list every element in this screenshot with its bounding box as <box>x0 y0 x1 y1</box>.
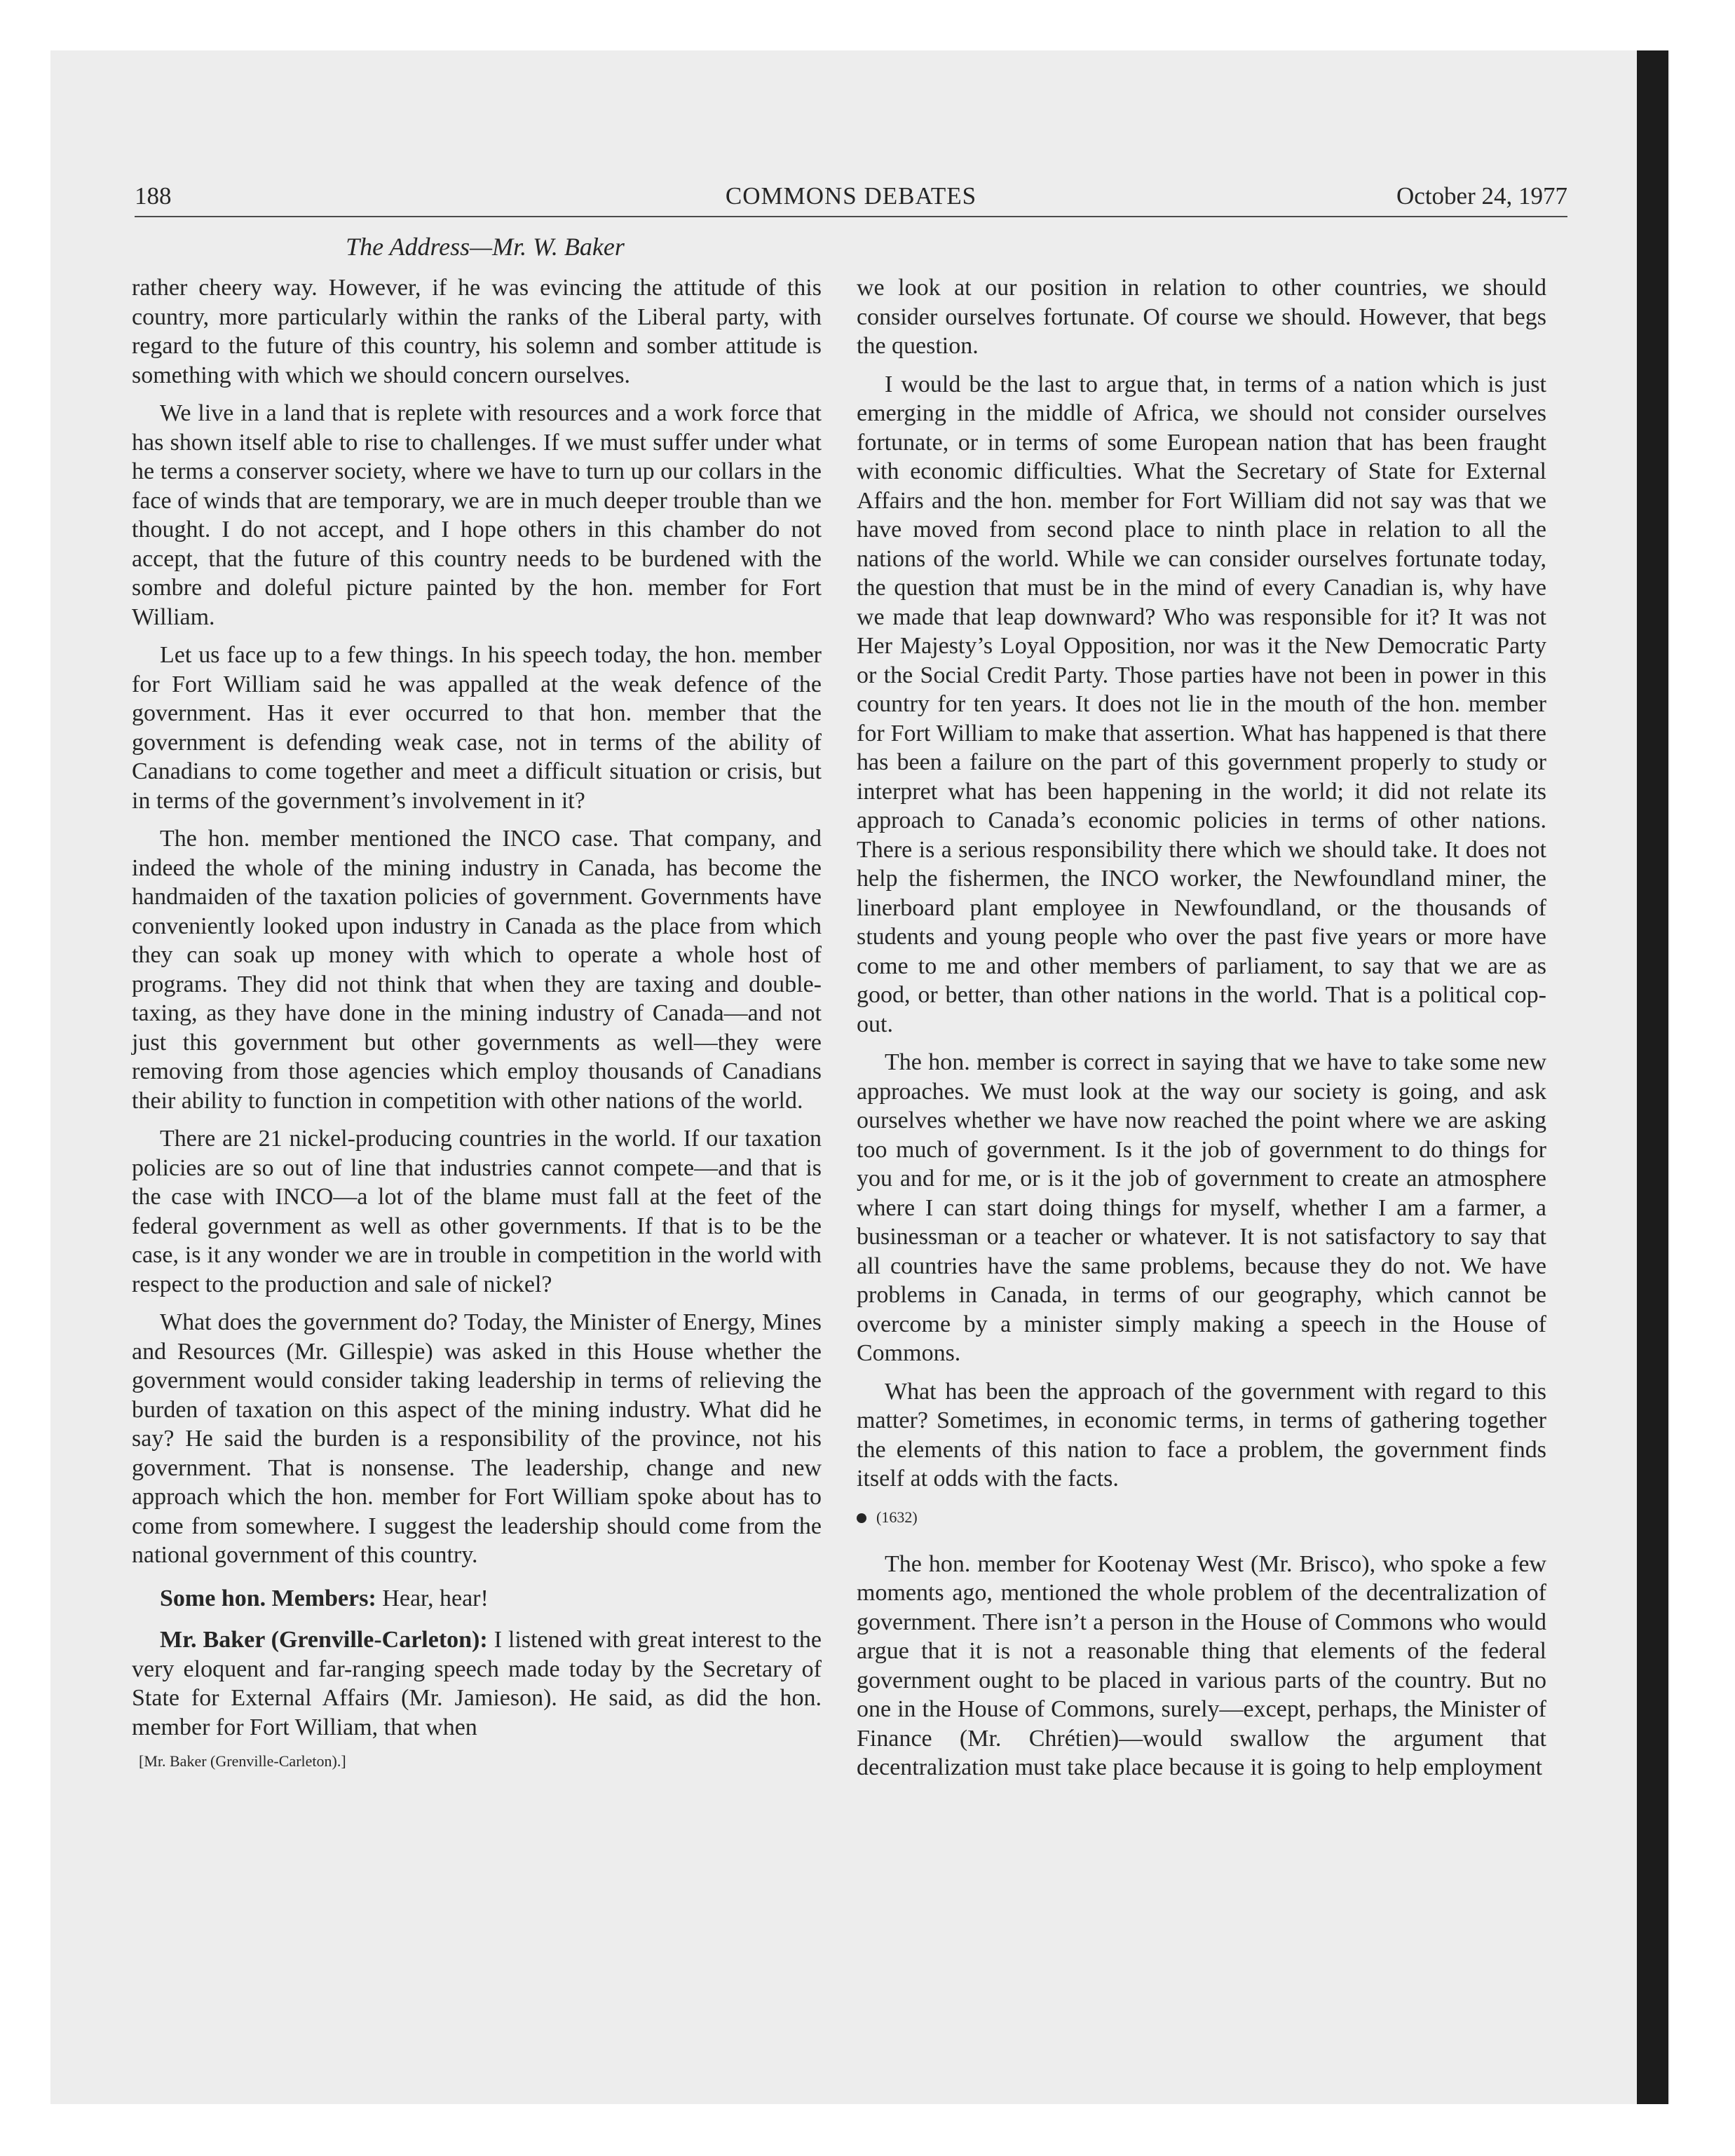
left-column <box>132 273 822 1781</box>
issue-date: October 24, 1977 <box>1396 182 1567 210</box>
interjection <box>132 1584 822 1613</box>
paragraph: I would be the last to argue that, in terms of a nation which is just emerging in the middle of Africa, we should not consider ourselves fortunate, or in terms of some European nation that has been fraught with economic difficulties. What the Secretary of State for External Affairs and the hon. member for Fort William did not say was that we have moved from second place to ninth place in relation to all the nations of the world. While we can consider ourselves fortunate today, the question that must be in the mind of every Canadian is, why have we made that leap downward? Who was responsible for it? It was not Her Majesty’s Loyal Opposition, nor was it the New Democratic Party or the Social Credit Party. Those parties have not been in power in this country for ten years. It does not lie in the mouth of the hon. member for Fort William to make that assertion. What has happened is that there has been a failure on the part of this government properly to study or interpret what has been happening in the world; it did not relate its approach to Canada’s economic policies in terms of other nations. There is a serious responsibility there which we should take. It does not help the fishermen, the INCO worker, the Newfoundland miner, the linerboard plant employee in Newfoundland, or the thousands of students and young people who over the past five years or more have come to me and other members of parliament, to say that we are as good, or better, than other nations in the world. That is a political cop-out. <box>857 371 1546 1037</box>
page-number: 188 <box>135 182 172 210</box>
right-column <box>857 273 1546 1792</box>
publication-title: COMMONS DEBATES <box>725 182 977 210</box>
bullet-icon <box>857 1513 866 1523</box>
speech-text: I listened with great interest to the very eloquent and far-ranging speech made today by the Secretary of State for External Affairs (Mr. Jamieson). He said, as did the hon. member for Fort William, that when <box>132 1627 822 1740</box>
interjection-text: Hear, hear! <box>376 1585 489 1611</box>
interjection-speaker: Some hon. Members: <box>160 1585 376 1611</box>
paragraph: rather cheery way. However, if he was evincing the attitude of this country, more particularly within the ranks of the Liberal party, with regard to the future of this country, his solemn and somber attitude is something with which we should concern ourselves. <box>132 275 822 388</box>
paragraph: We live in a land that is replete with resources and a work force that has shown itself able to rise to challenges. If we must suffer under what he terms a conserver society, where we have to turn up our collars in the face of winds that are temporary, we are in much deeper trouble than we thought. I do not accept, and I hope others in this chamber do not accept, that the future of this country needs to be burdened with the sombre and doleful picture painted by the hon. member for Fort William. <box>132 400 822 630</box>
paragraph: What has been the approach of the government with regard to this matter? Sometimes, in economic terms, in terms of gathering together the elements of this nation to face a problem, the government finds itself at odds with the facts. <box>857 1378 1546 1492</box>
running-header <box>135 177 1567 217</box>
time-marker <box>857 1503 1546 1531</box>
paragraph: The hon. member for Kootenay West (Mr. Brisco), who spoke a few moments ago, mentioned the whole problem of the decentralization of government. There isn’t a person in the House of Commons who would argue that it is not a reasonable thing that elements of the federal government ought to be placed in various parts of the country. But no one in the House of Commons, surely—except, perhaps, the Minister of Finance (Mr. Chrétien)—would swallow the argument that decentralization must take place because it is going to help employment <box>857 1550 1546 1780</box>
paragraph: Let us face up to a few things. In his speech today, the hon. member for Fort William said he was appalled at the weak defence of the government. Has it ever occurred to that hon. member that the government is defending weak case, not in terms of the ability of Canadians to come together and meet a difficult situation or crisis, but in terms of the government’s involvement in it? <box>132 642 822 814</box>
speaker-name: Mr. Baker (Grenville-Carleton): <box>160 1627 488 1653</box>
paragraph: What does the government do? Today, the Minister of Energy, Mines and Resources (Mr. Gillespie) was asked in this House whether the government would consider taking leadership in terms of relieving the burden of taxation on this aspect of the mining industry. What did he say? He said the burden is a responsibility of the province, not his government. That is nonsense. The leadership, change and new approach which the hon. member for Fort William spoke about has to come from somewhere. I suggest the leadership should come from the national government of this country. <box>132 1309 822 1568</box>
paragraph: we look at our position in relation to other countries, we should consider ourselves fortunate. Of course we should. However, that begs the question. <box>857 275 1546 359</box>
speaker-reference: [Mr. Baker (Grenville-Carleton).] <box>139 1752 346 1770</box>
time-marker-text: (1632) <box>876 1508 918 1526</box>
section-subhead: The Address—Mr. W. Baker <box>346 233 625 261</box>
paragraph: The hon. member mentioned the INCO case. That company, and indeed the whole of the mining industry in Canada, has become the handmaiden of the taxation policies of government. Governments have conveniently looked upon industry in Canada as the place from which they can soak up money with which to operate a whole host of programs. They did not think that when they are taxing and double-taxing, as they have done in the mining industry of Canada—and not just this government but other governments as well—they were removing from those agencies which employ thousands of Canadians their ability to function in competition with other nations of the world. <box>132 826 822 1114</box>
scan-edge-bar <box>1637 50 1668 2104</box>
speech-paragraph <box>132 1625 822 1742</box>
paragraph: The hon. member is correct in saying that we have to take some new approaches. We must look at the way our society is going, and ask ourselves whether we have now reached the point where we are asking too much of government. Is it the job of government to do things for you and for me, or is it the job of government to create an atmosphere where I can start doing things for myself, whether I am a farmer, a businessman or a teacher or whatever. It is not satisfactory to say that all countries have the same problems, because they do not. We have problems in Canada, in terms of our geography, which cannot be overcome by a minister simply making a speech in the House of Commons. <box>857 1049 1546 1366</box>
paragraph: There are 21 nickel-producing countries in the world. If our taxation policies are so out of line that industries cannot compete—and that is the case with INCO—a lot of the blame must fall at the feet of the federal government as well as other governments. If that is to be the case, is it any wonder we are in trouble in competition in the world with respect to the production and sale of nickel? <box>132 1126 822 1297</box>
